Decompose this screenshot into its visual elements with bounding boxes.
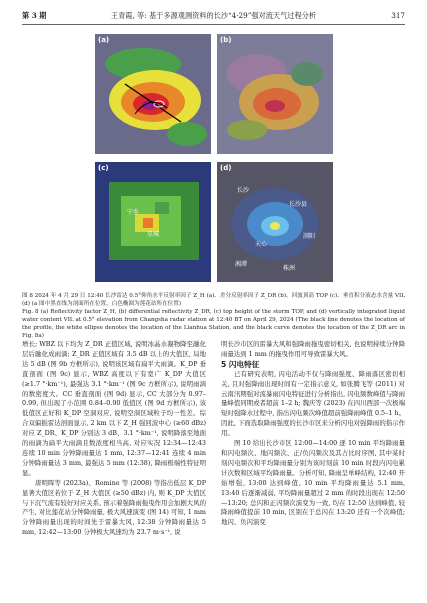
radar-map-d bbox=[217, 162, 333, 282]
place-label: 长沙县 bbox=[289, 201, 308, 208]
panel-b-zdr bbox=[217, 34, 333, 154]
radar-map-a bbox=[95, 34, 211, 154]
panel-label: (d) bbox=[220, 164, 232, 172]
body-paragraph: 明长沙市区的雷暴大风和强降雨拖曳密切相关, 也说明持续分钟降雨量达到 1 mm 的拖曳作用可导致雷暴大风。 bbox=[221, 340, 405, 358]
place-label: 株洲 bbox=[283, 265, 296, 272]
body-paragraph: 图 10 给出长沙市区 12:00—14:00 逐 10 min 平均降雨量和闪电频次、地闪频次、正/负闪频次及其占比时序图, 其中某时刻闪电频次和平均降雨量分别为该时刻前 10 min 时段内闪电累计次数和区域平均降雨量。分析可知, 降雨呈单峰结构, 12:40 开始增强, 13:00 达到峰值, 10 min 平均降雨量达 5.1 mm, 13:40 后逐渐减弱, 平均降雨量超过 2 mm 的时段出现在 12:50—13:20; 总闪和正闪频次演变为一致, 均在 12:50 达到峰值, 较降雨峰值提前 10 min, 区别在于总闪在 13:20 还有一个次峰值; 地闪、负闪演变 bbox=[221, 439, 405, 527]
panel-label: (b) bbox=[220, 36, 232, 44]
caption-english: Fig. 8 (a) Reflectivity factor Z_H, (b) differential reflectivity Z_DR, (c) top height of the storm TOP, and (d) vertically integrated liquid water content VIL at 0.5° elevation from Changsha radar station at 12:40 BT on April 29, 2024 (The black line denotes the location of the profile, the white ellipse denotes the location of the Lianhua Station, and the black curve denotes the location of the Z_DR arc in Fig. 8a) bbox=[22, 309, 405, 340]
place-label: 天心 bbox=[255, 241, 268, 248]
body-paragraph: 唐明晖等 (2023a)、Romine 等 (2008) 等指出低层 K_DP 显著大值区若位于 Z_H 大值区 (≥50 dBz) 内, 则 K_DP 大值区与下沉气流有较好对应关系, 预示着强降雨拖曳作用会加剧大风的产生, 对比莲花站分钟降雨量, 极大风速演变 (图 14) 可知, 1 mm 分钟降雨量出现的时间先于雷暴大风, 12:38 分钟降雨量达 5 mm, 12:42—13:00 分钟极大风速均为 23.7 m·s⁻¹, 说 bbox=[22, 478, 206, 537]
running-title: 王青霞, 等: 基于多源观测资料的长沙“4·29”强对流天气过程分析 bbox=[110, 11, 317, 20]
radar-figure bbox=[95, 34, 335, 284]
panel-d-vil bbox=[217, 162, 333, 282]
left-column bbox=[22, 340, 206, 538]
panel-c-top bbox=[95, 162, 211, 282]
panel-label: (a) bbox=[98, 36, 110, 44]
place-label: 湘潭 bbox=[235, 261, 248, 268]
page-number: 317 bbox=[391, 11, 405, 20]
figure-caption bbox=[22, 292, 405, 341]
running-header bbox=[22, 10, 405, 25]
place-label: 浏阳 bbox=[303, 233, 316, 240]
issue-number: 第 3 期 bbox=[22, 11, 47, 20]
caption-chinese: 图 8 2024 年 4 月 29 日 12:40 长沙雷达 0.5°仰角水平反射率因子 Z_H (a)、差分反射率因子 Z_DR (b)、回波顶高 TOP (c)、垂直积分液态水含量 VIL (d) (a 图中黑直线为剖面所在位置，白色椭圆为莲花站所在位置) bbox=[22, 293, 405, 308]
radar-map-b bbox=[217, 34, 333, 154]
place-label: 宁乡 bbox=[127, 209, 140, 216]
radar-map-c bbox=[95, 162, 211, 282]
section-heading: 5 闪电特征 bbox=[221, 359, 260, 369]
panel-label: (c) bbox=[98, 164, 109, 172]
body-paragraph: 增长; WBZ 以下均为 Z_DR 正值区域, 说明冰晶水凝物降至融化层后融化成雨滴; Z_DR 正值区域有 3.5 dB 以上的大值区, 局地达 5 dB (图 9b 方框所示), 说明该区域有扁平大雨滴。K_DP 垂直剖面 (图 9c) 显示, WBZ 高度以下有宽广 K_DP 大值区 (≥1.7 °·km⁻¹), 最强达 3.1 °·km⁻¹ (图 9c 方框所示), 说明雨滴的数密度大。CC 垂直剖面 (图 9d) 显示, CC 大部分为 0.97–0.99, 但出现了小范围 0.84–0.90 低值区 (图 9d 方框所示), 该低值区正好和 K_DP 空洞对应, 说明空洞区域粒子均一性差。综合双偏振雷达剖面显示, 2 km 以下 Z_H 强回波中心 (≥60 dBz) 对应 Z_DR、K_DP 分别达 3 dB、3.1 °·km⁻¹, 说明降落至地面的雨滴为扁平大雨滴且数浓度相当高, 对应实况 12:34—12:43 连续 10 min 分钟降雨量达 1 mm, 12:37—12:41 连续 4 min 分钟降雨量达 3 mm, 最强达 5 mm (12:38), 降雨极端性特征明显。 bbox=[22, 340, 206, 477]
right-column bbox=[221, 340, 405, 528]
body-paragraph: 已有研究表明, 闪电活动不仅与降雨强度、降雨落区密切相关, 且对强降雨出现时间有一定指示意义, 如张腾飞等 (2011) 对云南汛期强对流暴雨闪电特征进行分析指出, 闪电频数峰值与降雨量峰值同期或者超前 1–2 h; 魏庆等 (2023) 在四川西部一次极端短时强降水过程中, 指出闪电频次峰值超前强降雨峰值 0.5–1 h。因此, 下面选取降雨强度的长沙市区来分析闪电对强降雨的指示作用。 bbox=[221, 369, 405, 438]
panel-a-reflectivity bbox=[95, 34, 211, 154]
place-label: 长沙 bbox=[237, 187, 250, 194]
place-label: 星城 bbox=[147, 231, 160, 238]
